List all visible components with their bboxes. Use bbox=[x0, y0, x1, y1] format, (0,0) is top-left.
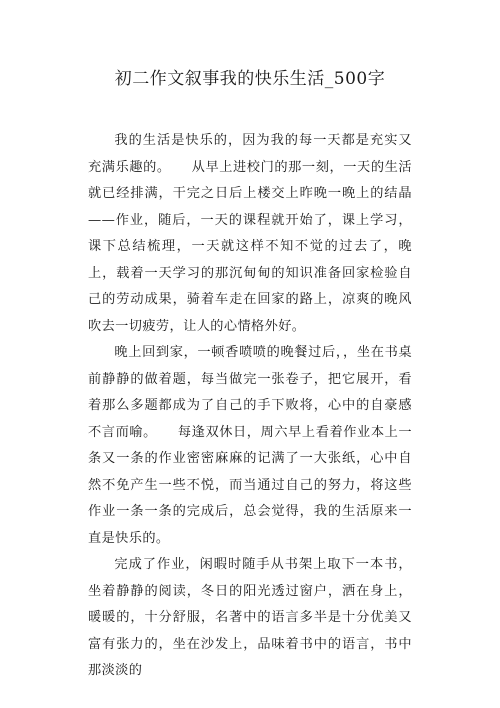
document-body bbox=[88, 128, 412, 685]
paragraph: 我的生活是快乐的，因为我的每一天都是充实又充满乐趣的。 从早上进校门的那一刻，一天的生活就已经排满，干完之日后上楼交上昨晚一晚上的结晶——作业，随后，一天的课程就开始了，课上学习，课下总结梳理，一天就这样不知不觉的过去了，晚上，载着一天学习的那沉甸甸的知识准备回家检验自己的劳动成果，骑着车走在回家的路上，凉爽的晚风吹去一切疲劳，让人的心情格外好。 bbox=[88, 133, 412, 334]
paragraph: 完成了作业，闲暇时随手从书架上取下一本书，坐着静静的阅读，冬日的阳光透过窗户，洒在身上，暖暖的，十分舒服，名著中的语言多半是十分优美又富有张力的，坐在沙发上，品味着书中的语言，书中那淡淡的 bbox=[88, 557, 412, 678]
document-title: 初二作文叙事我的快乐生活_500字 bbox=[114, 69, 386, 89]
paragraph: 晚上回到家，一顿香喷喷的晚餐过后，，坐在书桌前静静的做着题，每当做完一张卷子，把它展开，看着那么多题都成为了自己的手下败将，心中的自豪感不言而喻。 每逢双休日，周六早上看着作业本上一条又一条的作业密密麻麻的记满了一大张纸，心中自然不免产生一些不悦，而当通过自己的努力，将这些作业一条一条的完成后，总会觉得，我的生活原来一直是快乐的。 bbox=[88, 345, 412, 546]
